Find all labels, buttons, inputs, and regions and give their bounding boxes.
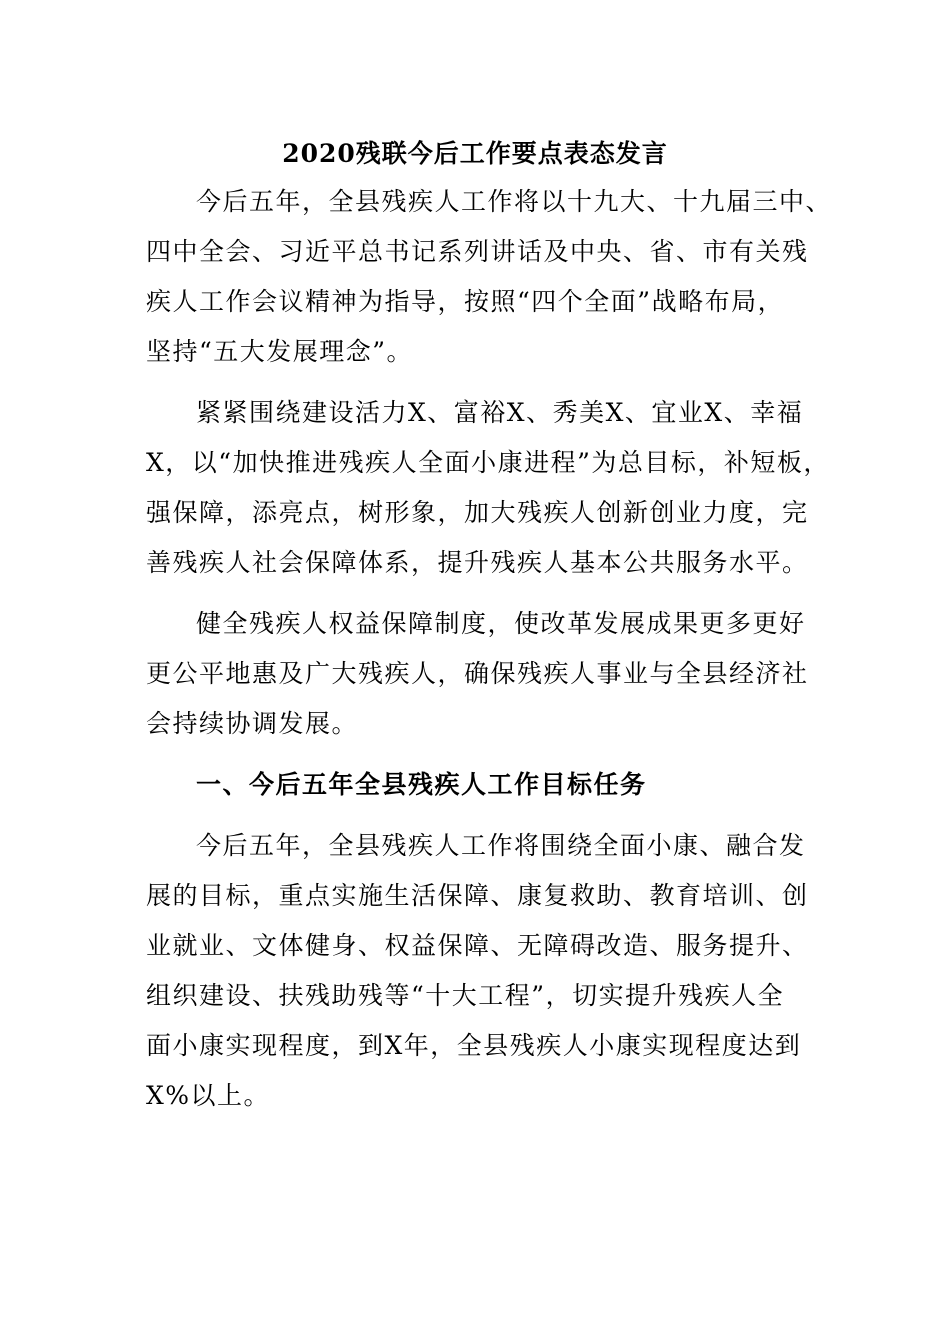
paragraph-3-line-1: 健全残疾人权益保障制度，使改革发展成果更多更好 [196, 609, 806, 638]
paragraph-1-line-1: 今后五年，全县残疾人工作将以十九大、十九届三中、 [196, 187, 833, 216]
document-title: 2020残联今后工作要点表态发言 [282, 139, 668, 168]
paragraph-1-line-2: 四中全会、习近平总书记系列讲话及中央、省、市有关残 [146, 237, 809, 266]
paragraph-3-line-3: 会持续协调发展。 [146, 709, 359, 738]
section-paragraph-line-6: X%以上。 [146, 1081, 271, 1110]
paragraph-2-line-4: 善残疾人社会保障体系，提升残疾人基本公共服务水平。 [146, 548, 809, 577]
section-paragraph-line-5: 面小康实现程度，到X年，全县残疾人小康实现程度达到 [146, 1031, 802, 1060]
section-paragraph-line-1: 今后五年，全县残疾人工作将围绕全面小康、融合发 [196, 831, 806, 860]
section-paragraph-line-3: 业就业、文体健身、权益保障、无障碍改造、服务提升、 [146, 931, 809, 960]
paragraph-2-line-1: 紧紧围绕建设活力X、富裕X、秀美X、宜业X、幸福 [196, 398, 804, 427]
section-paragraph-line-2: 展的目标，重点实施生活保障、康复救助、教育培训、创 [146, 881, 809, 910]
section-heading: 一、今后五年全县残疾人工作目标任务 [196, 770, 647, 799]
paragraph-2-line-3: 强保障，添亮点，树形象，加大残疾人创新创业力度，完 [146, 498, 809, 527]
paragraph-2-line-2: X，以“加快推进残疾人全面小康进程”为总目标，补短板， [146, 448, 830, 477]
section-paragraph-line-4: 组织建设、扶残助残等“十大工程”，切实提升残疾人全 [146, 981, 785, 1010]
paragraph-3-line-2: 更公平地惠及广大残疾人，确保残疾人事业与全县经济社 [146, 659, 809, 688]
paragraph-1-line-4: 坚持“五大发展理念”。 [146, 337, 414, 366]
paragraph-1-line-3: 疾人工作会议精神为指导，按照“四个全面”战略布局， [146, 287, 785, 316]
